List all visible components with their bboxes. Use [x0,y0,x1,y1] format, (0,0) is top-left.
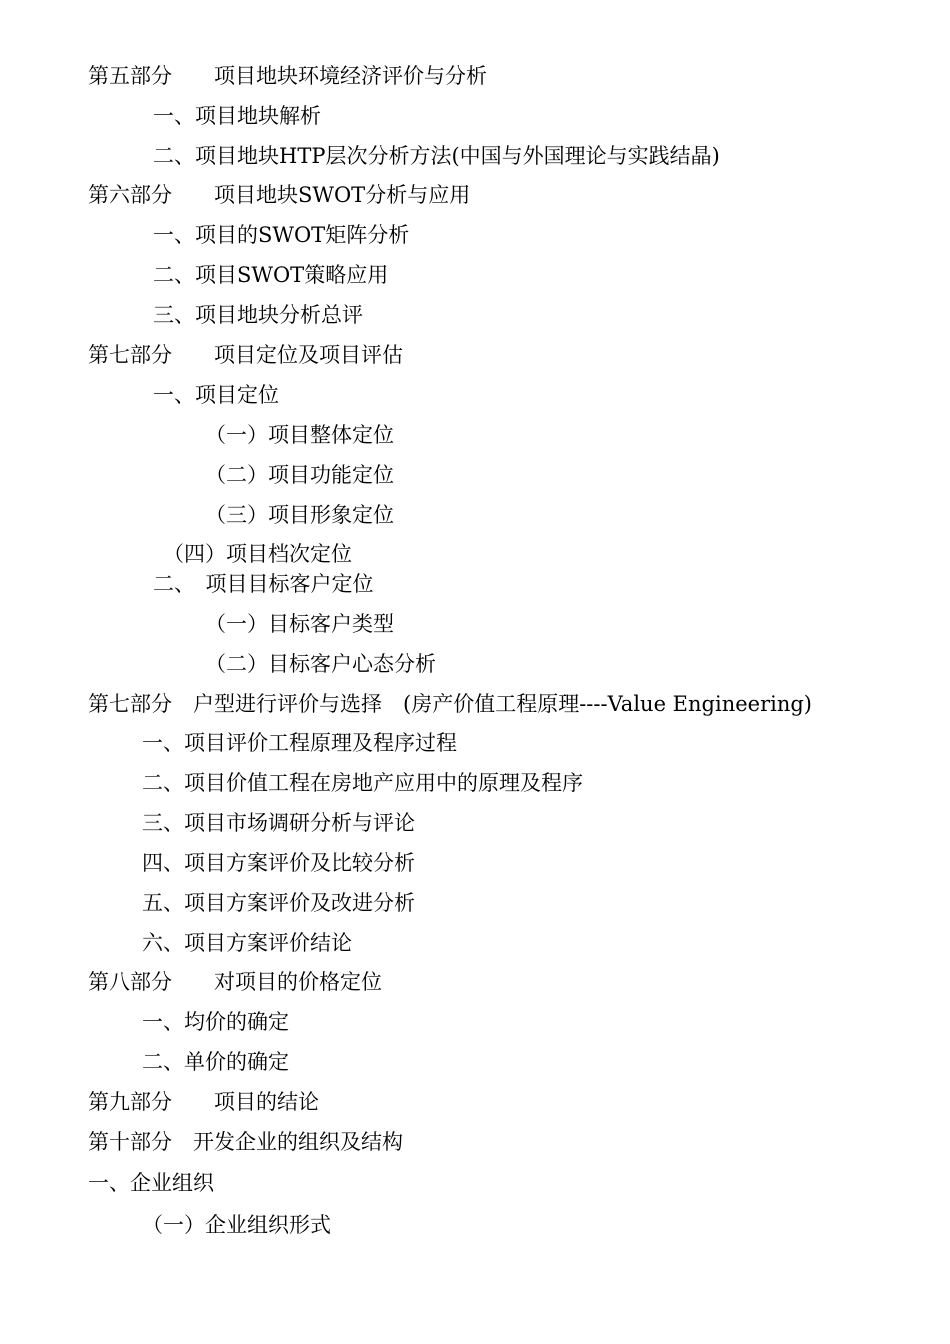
subsection-item: （三）项目形象定位 [205,503,394,527]
part-heading: 第七部分 户型进行评价与选择 (房产价值工程原理----Value Engineering) [88,692,812,716]
part-heading: 第五部分 项目地块环境经济评价与分析 [88,64,487,88]
subsection-item: （二）项目功能定位 [205,463,394,487]
section-item: 一、项目定位 [153,383,279,407]
section-item: 四、项目方案评价及比较分析 [142,851,415,875]
section-item: 一、均价的确定 [142,1010,289,1034]
subsection-item: （二）目标客户心态分析 [205,652,436,676]
subsection-item: （四）项目档次定位 [163,542,352,566]
section-item: 二、单价的确定 [142,1050,289,1074]
part-heading: 第六部分 项目地块SWOT分析与应用 [88,183,471,207]
part-heading: 第七部分 项目定位及项目评估 [88,343,403,367]
part-heading: 第八部分 对项目的价格定位 [88,970,382,994]
section-item: 二、项目SWOT策略应用 [153,263,389,287]
subsection-item: （一）目标客户类型 [205,612,394,636]
subsection-item: （一）项目整体定位 [205,423,394,447]
section-item: 二、项目地块HTP层次分析方法(中国与外国理论与实践结晶) [153,144,720,168]
part-heading: 第十部分 开发企业的组织及结构 [88,1130,403,1154]
subsection-item: （一）企业组织形式 [142,1213,331,1237]
section-item: 一、项目地块解析 [153,104,321,128]
section-item: 一、项目评价工程原理及程序过程 [142,731,457,755]
part-heading: 第九部分 项目的结论 [88,1090,319,1114]
section-item: 三、项目地块分析总评 [153,303,363,327]
section-item: 一、项目的SWOT矩阵分析 [153,223,410,247]
section-item: 二、项目价值工程在房地产应用中的原理及程序 [142,771,583,795]
section-item: 三、项目市场调研分析与评论 [142,811,415,835]
section-item: 六、项目方案评价结论 [142,931,352,955]
section-item: 一、企业组织 [88,1171,214,1195]
section-item: 五、项目方案评价及改进分析 [142,891,415,915]
section-item: 二、 项目目标客户定位 [153,572,374,596]
